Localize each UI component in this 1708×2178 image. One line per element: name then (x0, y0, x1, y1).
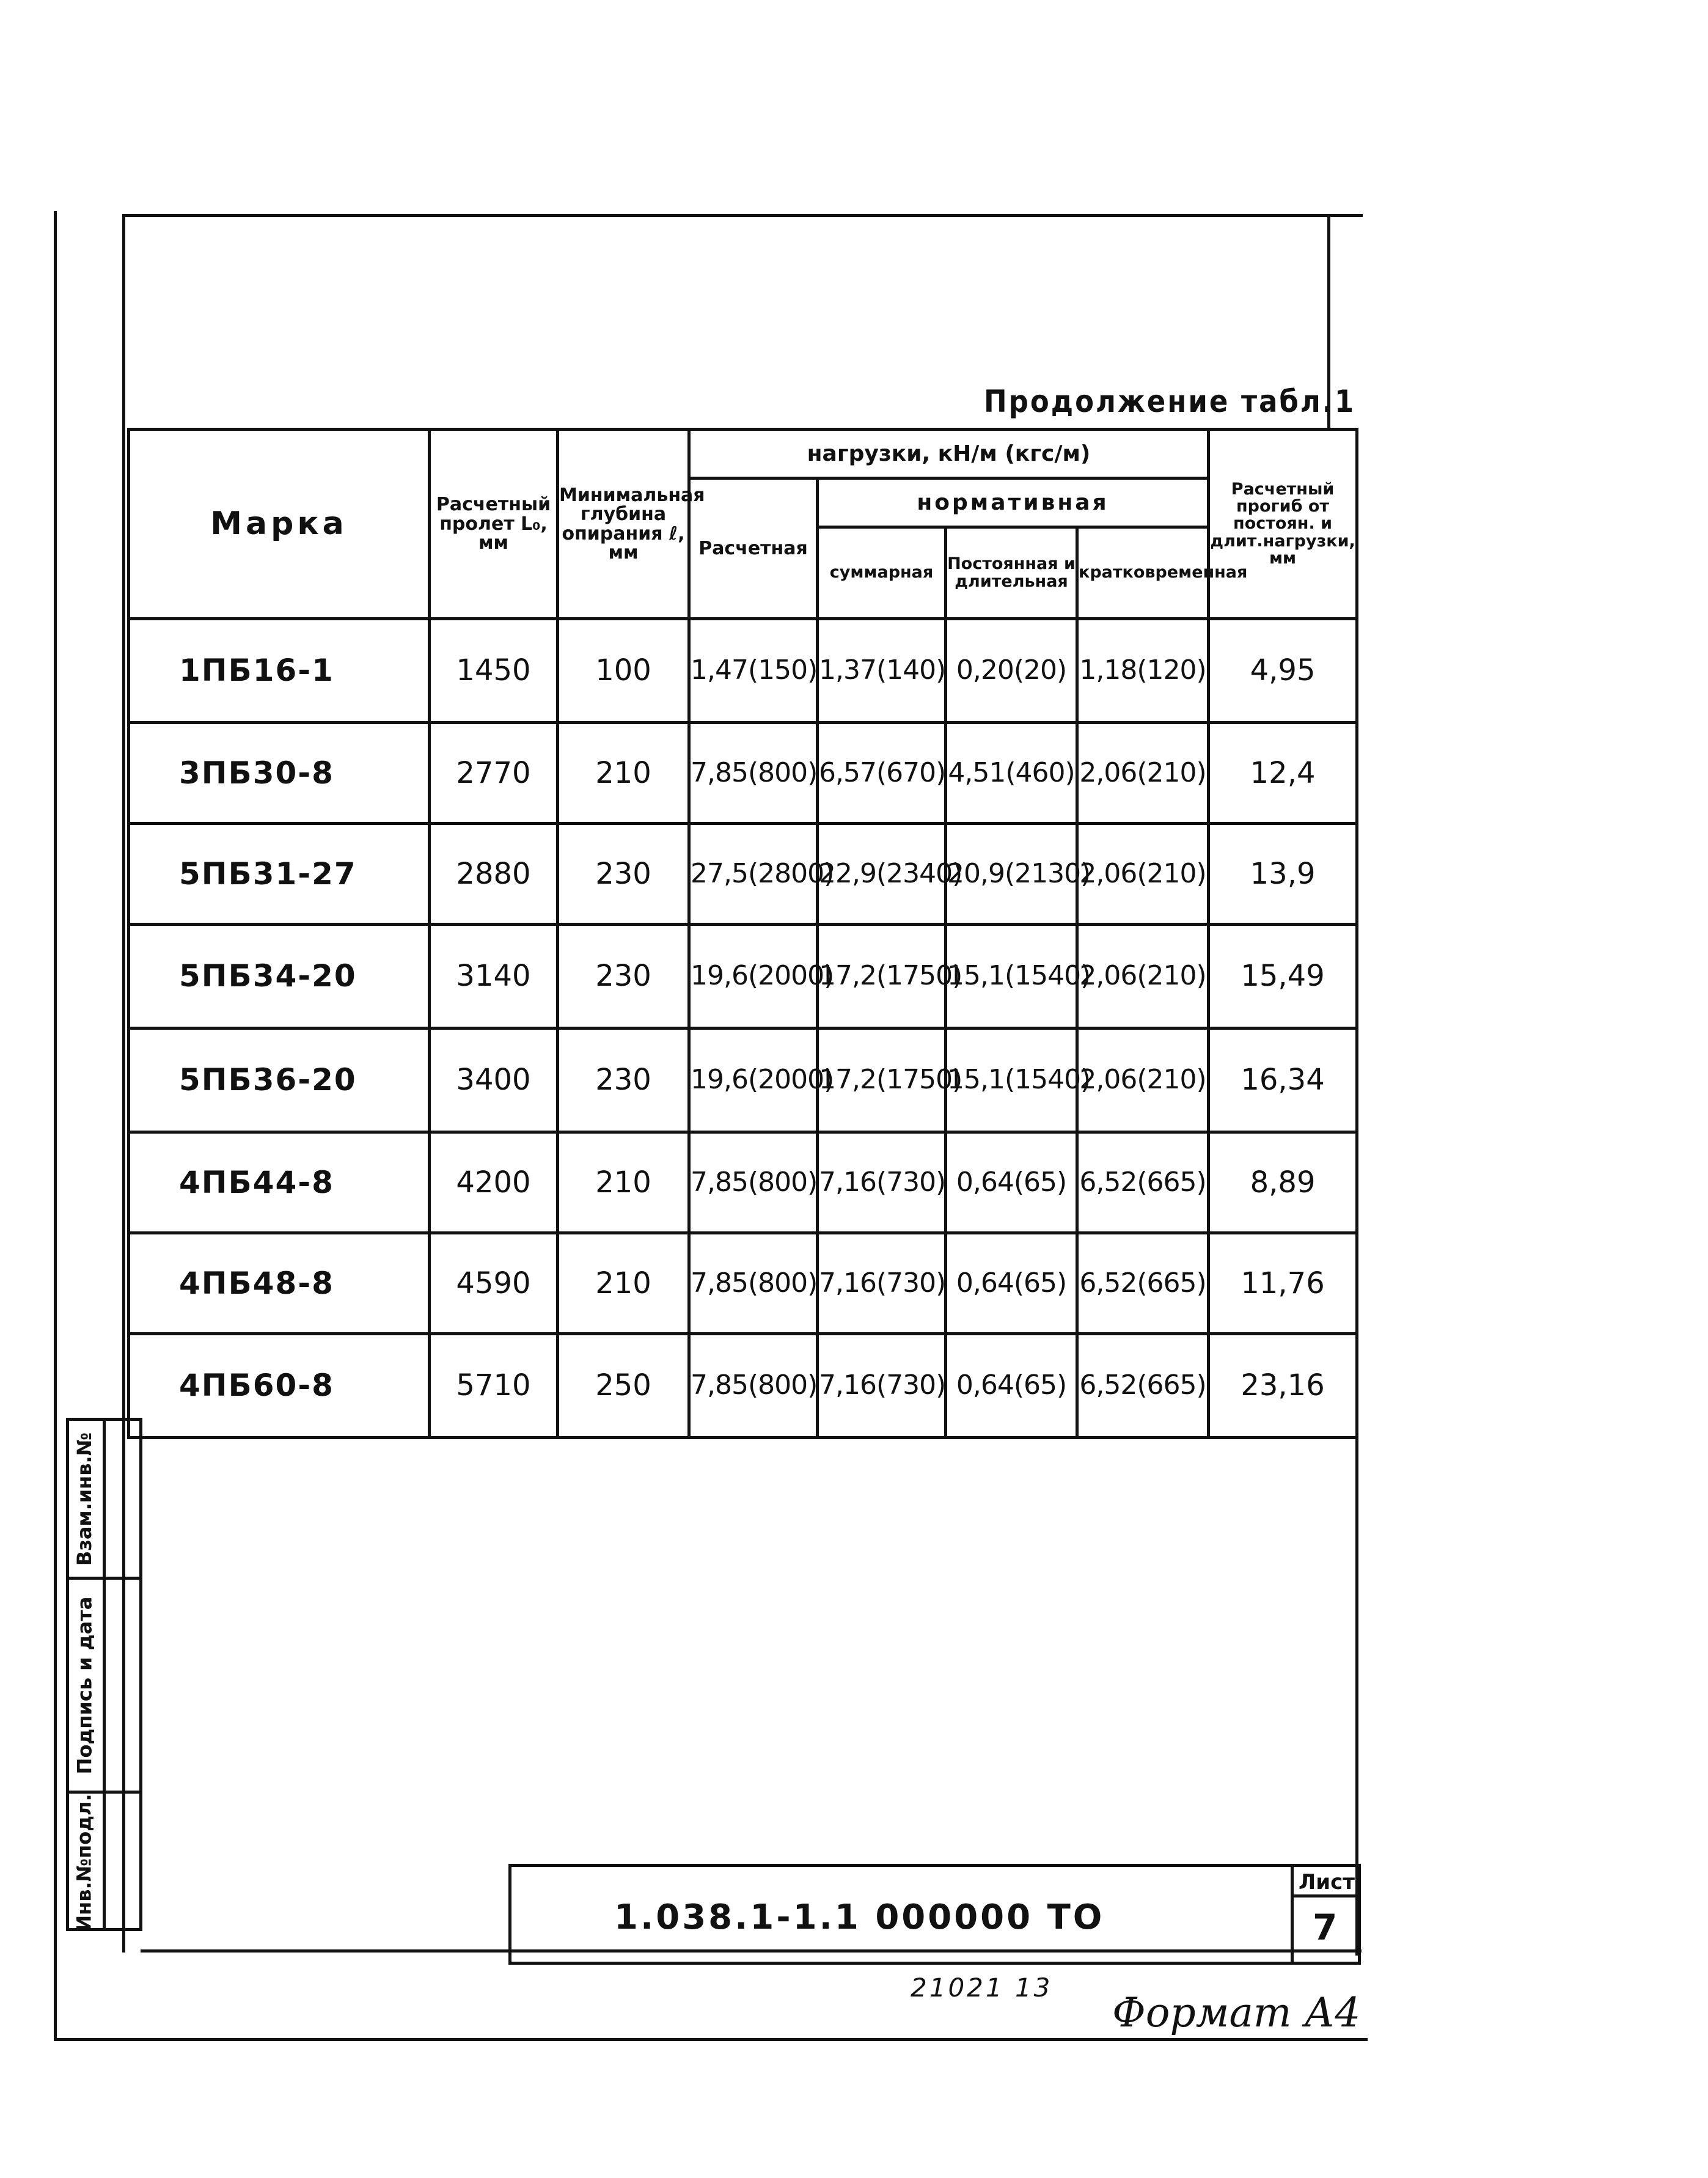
cell-design: 27,5(2800) (689, 824, 818, 925)
header-span: Расчетный пролет L₀, мм (430, 430, 558, 619)
signature-date-cell (66, 1580, 103, 1791)
cell-span: 5710 (430, 1334, 558, 1438)
cell-depth: 230 (558, 925, 689, 1028)
replace-inv-label: Взам.инв.№ (73, 1432, 97, 1566)
header-permanent: Постоянная и длительная (946, 527, 1077, 619)
cell-mark: 4ПБ60-8 (129, 1334, 430, 1438)
cell-short: 6,52(665) (1077, 1233, 1209, 1334)
cell-short: 2,06(210) (1077, 925, 1209, 1028)
cell-short: 6,52(665) (1077, 1132, 1209, 1233)
cell-short: 2,06(210) (1077, 824, 1209, 925)
table-row (129, 723, 1357, 824)
cell-depth: 230 (558, 824, 689, 925)
cell-mark: 5ПБ34-20 (129, 925, 430, 1028)
cell-design: 7,85(800) (689, 1233, 818, 1334)
header-deflection: Расчетный прогиб от постоян. и длит.нагрузки, мм (1209, 430, 1357, 619)
cell-span: 4590 (430, 1233, 558, 1334)
cell-permanent: 0,64(65) (946, 1233, 1077, 1334)
cell-depth: 210 (558, 1233, 689, 1334)
table-row (129, 1233, 1357, 1334)
cell-deflection: 13,9 (1209, 824, 1357, 925)
cell-short: 6,52(665) (1077, 1334, 1209, 1438)
cell-deflection: 11,76 (1209, 1233, 1357, 1334)
cell-permanent: 0,64(65) (946, 1132, 1077, 1233)
cell-depth: 210 (558, 723, 689, 824)
header-total: суммарная (818, 527, 946, 619)
cell-mark: 5ПБ36-20 (129, 1028, 430, 1132)
cell-depth: 250 (558, 1334, 689, 1438)
cell-span: 2880 (430, 824, 558, 925)
cell-design: 1,47(150) (689, 619, 818, 723)
side-stamp-block (66, 1418, 142, 1931)
cell-total: 7,16(730) (818, 1334, 946, 1438)
signature-date-label: Подпись и дата (73, 1596, 96, 1774)
cell-mark: 3ПБ30-8 (129, 723, 430, 824)
sheet-number: 7 (1313, 1907, 1338, 1948)
cell-design: 7,85(800) (689, 723, 818, 824)
cell-mark: 5ПБ31-27 (129, 824, 430, 925)
cell-permanent: 15,1(1540) (946, 925, 1077, 1028)
cell-total: 1,37(140) (818, 619, 946, 723)
cell-mark: 4ПБ44-8 (129, 1132, 430, 1233)
cell-total: 6,57(670) (818, 723, 946, 824)
header-short: кратковременная (1077, 527, 1209, 619)
inv-orig-label: Инв.№подл. (73, 1793, 97, 1932)
bottom-margin-line (54, 2038, 1368, 2041)
cell-span: 3400 (430, 1028, 558, 1132)
loads-table (127, 428, 1358, 1439)
table-row (129, 1334, 1357, 1438)
cell-total: 7,16(730) (818, 1132, 946, 1233)
cell-permanent: 4,51(460) (946, 723, 1077, 824)
cell-short: 1,18(120) (1077, 619, 1209, 723)
cell-total: 7,16(730) (818, 1233, 946, 1334)
cell-short: 2,06(210) (1077, 1028, 1209, 1132)
cell-depth: 100 (558, 619, 689, 723)
table-row (129, 1028, 1357, 1132)
header-normative: нормативная (818, 479, 1209, 527)
header-depth: Минимальная глубина опирания ℓ, мм (558, 430, 689, 619)
cell-permanent: 0,20(20) (946, 619, 1077, 723)
cell-span: 4200 (430, 1132, 558, 1233)
cell-deflection: 8,89 (1209, 1132, 1357, 1233)
cell-design: 19,6(2000) (689, 1028, 818, 1132)
cell-span: 3140 (430, 925, 558, 1028)
cell-total: 17,2(1750) (818, 925, 946, 1028)
cell-permanent: 15,1(1540) (946, 1028, 1077, 1132)
table-row (129, 925, 1357, 1028)
replace-inv-cell (66, 1421, 103, 1577)
cell-depth: 230 (558, 1028, 689, 1132)
cell-total: 17,2(1750) (818, 1028, 946, 1132)
inv-orig-cell (66, 1794, 103, 1931)
cell-design: 7,85(800) (689, 1132, 818, 1233)
cell-total: 22,9(2340) (818, 824, 946, 925)
cell-span: 2770 (430, 723, 558, 824)
cell-permanent: 0,64(65) (946, 1334, 1077, 1438)
cell-design: 7,85(800) (689, 1334, 818, 1438)
cell-span: 1450 (430, 619, 558, 723)
cell-deflection: 16,34 (1209, 1028, 1357, 1132)
cell-deflection: 12,4 (1209, 723, 1357, 824)
cell-mark: 1ПБ16-1 (129, 619, 430, 723)
header-loads: нагрузки, кН/м (кгс/м) (689, 430, 1209, 479)
cell-deflection: 23,16 (1209, 1334, 1357, 1438)
left-margin-line (54, 211, 57, 2041)
sheet-box-divider (1291, 1894, 1361, 1898)
header-mark: Марка (129, 430, 430, 619)
document-code: 1.038.1-1.1 000000 ТО (614, 1898, 1105, 1937)
cell-permanent: 20,9(2130) (946, 824, 1077, 925)
table-row (129, 1132, 1357, 1233)
cell-deflection: 15,49 (1209, 925, 1357, 1028)
inventory-number: 21021 13 (911, 1973, 1053, 2003)
cell-design: 19,6(2000) (689, 925, 818, 1028)
cell-short: 2,06(210) (1077, 723, 1209, 824)
table-row (129, 619, 1357, 723)
format-label: Формат А4 (1112, 1989, 1361, 2036)
cell-deflection: 4,95 (1209, 619, 1357, 723)
header-design: Расчетная (689, 479, 818, 619)
cell-depth: 210 (558, 1132, 689, 1233)
sheet-label: Лист (1299, 1870, 1355, 1894)
table-row (129, 824, 1357, 925)
cell-mark: 4ПБ48-8 (129, 1233, 430, 1334)
continuation-title: Продолжение табл.1 (984, 384, 1356, 419)
